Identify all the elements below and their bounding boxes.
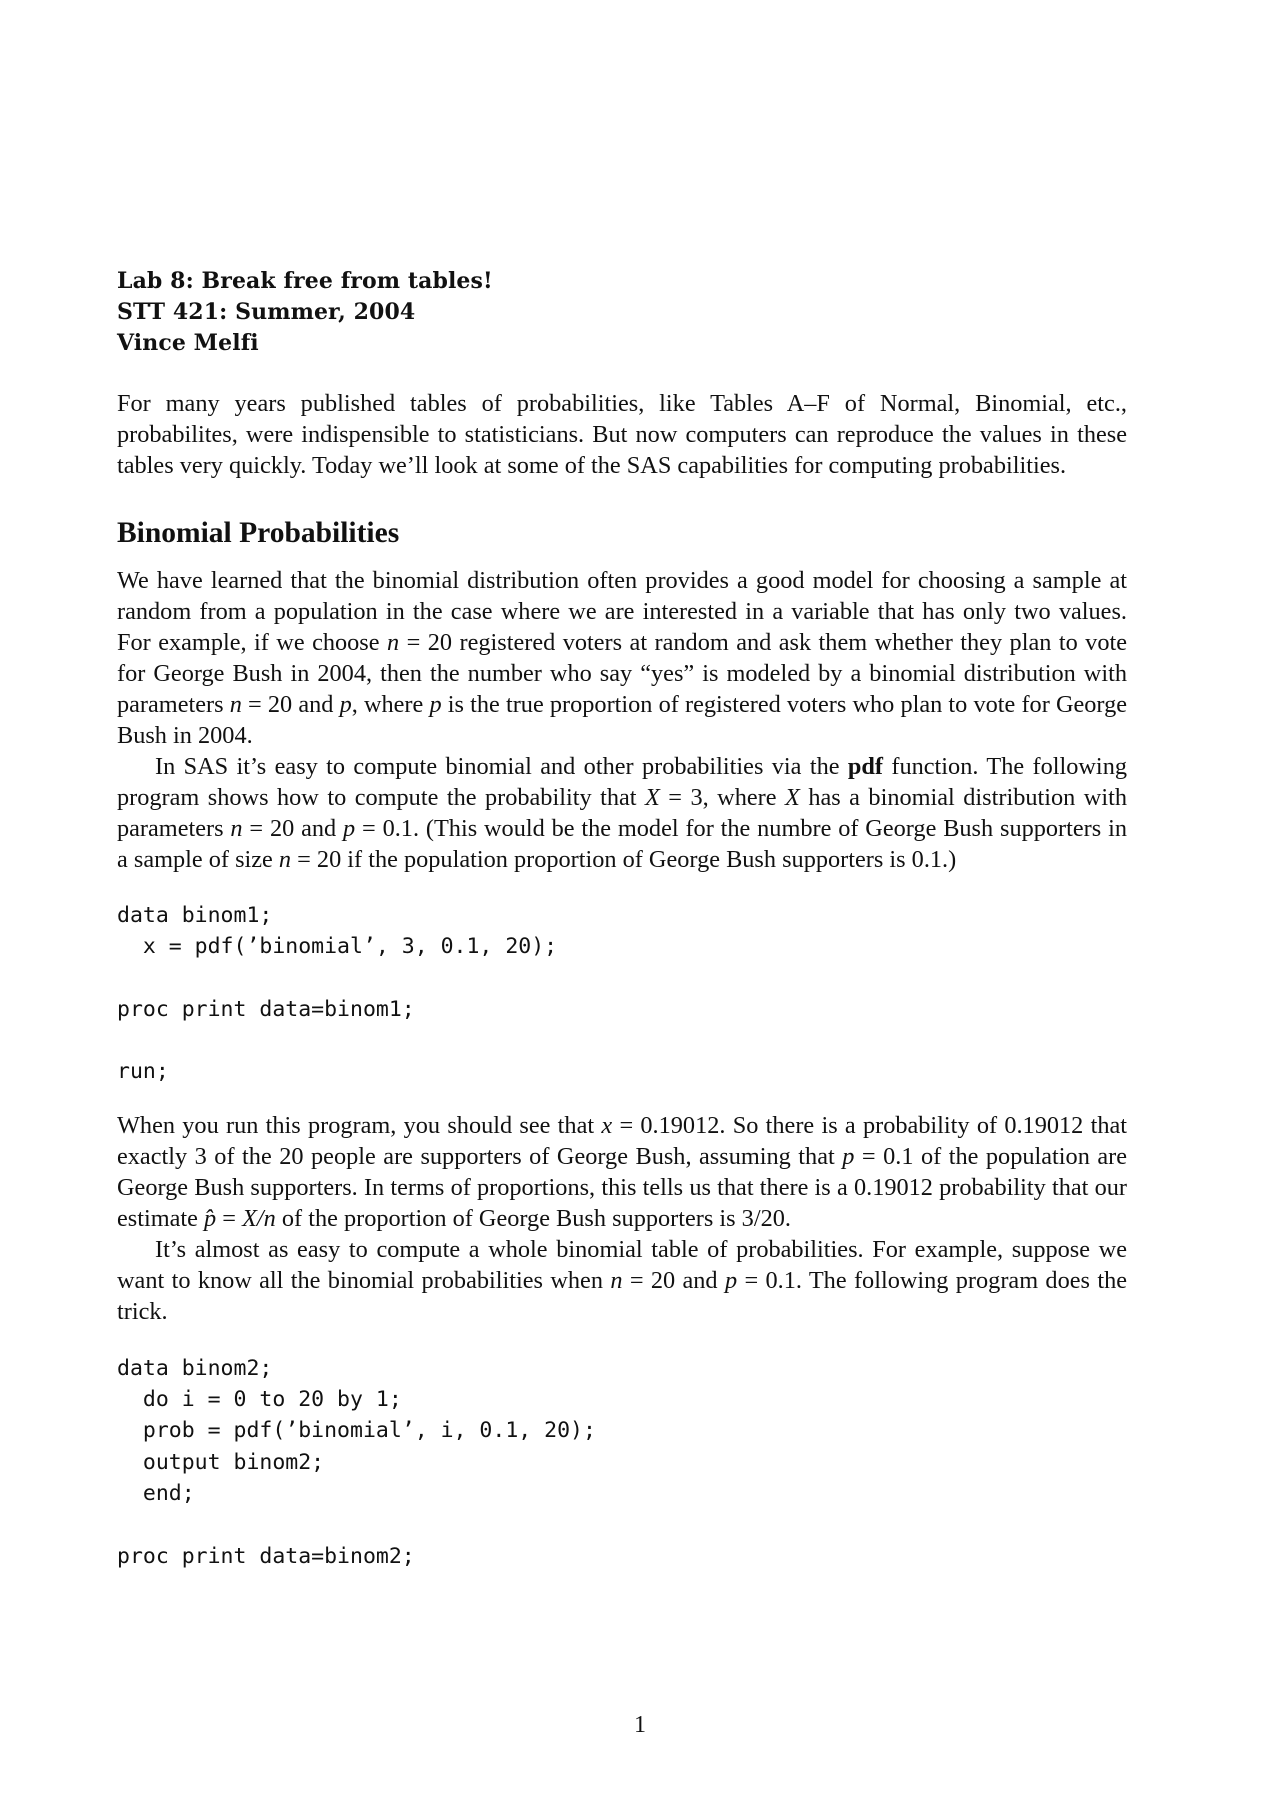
result-paragraph: When you run this program, you should see that x = 0.19012. So there is a probability of 0.19012 that exactly 3 of the 20 people are supporters of George Bush, assuming that p = 0.1 of the population are George Bush supporters. In terms of proportions, this tells us that there is a 0.19012 probability that our estimate p̂ = X/n of the proportion of George Bush supporters is 3/20.: [117, 1111, 1127, 1232]
code-block-binom1: [117, 900, 1127, 1088]
pdf-keyword: pdf: [847, 753, 884, 780]
code-line: run;: [117, 1059, 169, 1085]
section-heading: Binomial Probabilities: [117, 517, 400, 549]
math-n: n: [610, 1266, 623, 1294]
math-n: n: [229, 691, 242, 718]
code-line: data binom2;: [117, 1355, 273, 1381]
document-page: [117, 266, 1127, 1572]
code-line: end;: [117, 1480, 195, 1506]
page-number: 1: [634, 1712, 646, 1738]
pdf-function-paragraph: In SAS it’s easy to compute binomial and other probabilities via the pdf function. The following program shows how to compute the probability that X = 3, where X has a binomial distribution with parameters n = 20 and p = 0.1. (This would be the model for the numbre of George Bush supporters in a sample of size n = 20 if the population proportion of George Bush supporters is 0.1.): [117, 753, 1127, 873]
math-phat: p̂: [204, 1204, 217, 1232]
math-p: p: [429, 691, 442, 718]
code-line: do i = 0 to 20 by 1;: [117, 1387, 402, 1413]
code-line: data binom1;: [117, 903, 273, 928]
code-line: prob = pdf(’binomial’, i, 0.1, 20);: [117, 1418, 596, 1444]
course-term: STT 421: Summer, 2004: [117, 299, 416, 325]
document-header: [117, 266, 1127, 359]
math-ratio: X/n: [242, 1204, 276, 1232]
math-p: p: [842, 1142, 855, 1170]
math-X: X: [644, 784, 660, 811]
code-line: output binom2;: [117, 1449, 325, 1475]
math-n: n: [387, 629, 400, 656]
code-block-binom2: [117, 1353, 1127, 1572]
binomial-model-paragraph: We have learned that the binomial distribution often provides a good model for choosing a sample at random from a population in the case where we are interested in a variable that has only two values. For example, if we choose n = 20 registered voters at random and ask them whether they plan to vote for George Bush in 2004, then the number who say “yes” is modeled by a binomial distribution with parameters n = 20 and p, where p is the true proportion of registered voters who plan to vote for George Bush in 2004.: [117, 567, 1128, 749]
code-line: proc print data=binom2;: [117, 1543, 415, 1569]
math-x: x: [601, 1111, 613, 1139]
code-line: x = pdf(’binomial’, 3, 0.1, 20);: [117, 934, 558, 960]
math-p: p: [724, 1266, 738, 1294]
author-name: Vince Melfi: [117, 330, 259, 356]
math-p: p: [343, 815, 356, 842]
whole-table-paragraph: It’s almost as easy to compute a whole binomial table of probabilities. For example, suppose we want to know all the binomial probabilities when n = 20 and p = 0.1. The following program does the trick.: [117, 1235, 1127, 1325]
math-X: X: [785, 784, 800, 811]
math-n: n: [278, 846, 292, 873]
code-line: proc print data=binom1;: [117, 996, 415, 1022]
lab-title: Lab 8: Break free from tables!: [117, 268, 493, 294]
math-n: n: [230, 815, 243, 842]
intro-paragraph: For many years published tables of probabilities, like Tables A–F of Normal, Binomial, etc., probabilites, were indispensible to statisticians. But now computers can reproduce the values in these tables very quickly. Today we’ll look at some of the SAS capabilities for computing probabilities.: [117, 390, 1127, 479]
math-p: p: [339, 691, 352, 718]
